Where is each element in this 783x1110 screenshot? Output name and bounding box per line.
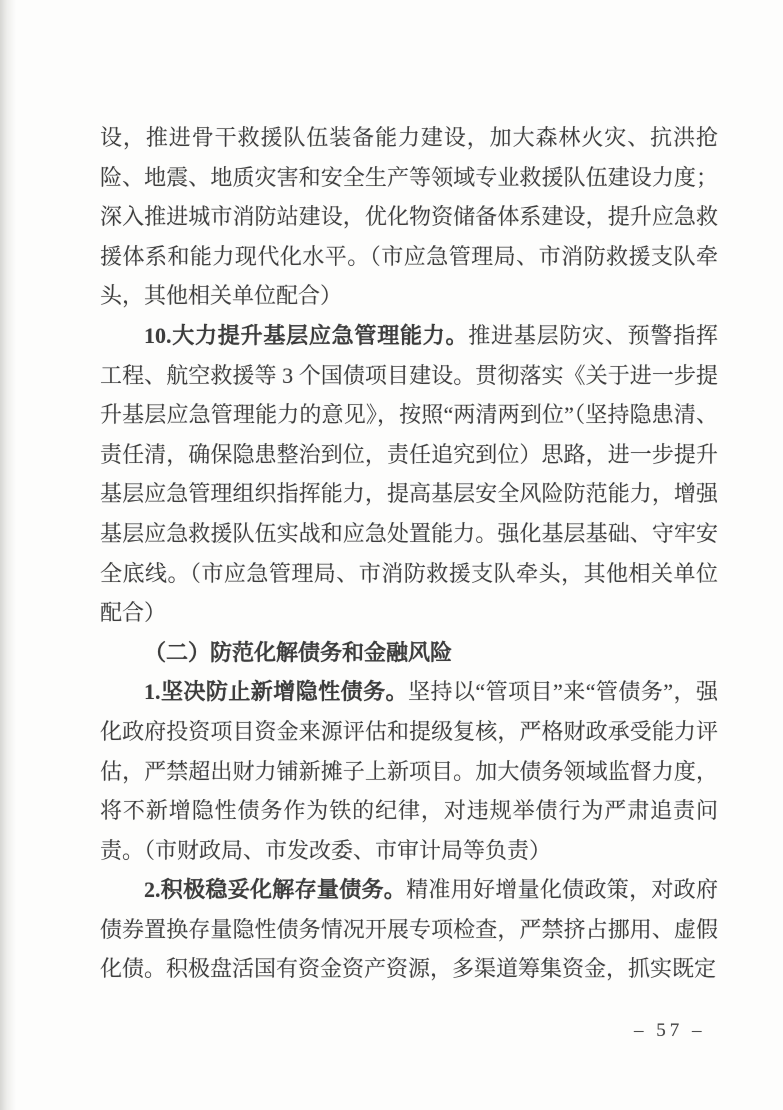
paragraph-lead: 10.大力提升基层应急管理能力。 [144,322,469,348]
paragraph-item-10 [100,316,718,633]
section-heading-text: （二）防范化解债务和金融风险 [144,639,453,665]
paragraph-text: 设，推进骨干救援队伍装备能力建设，加大森林火灾、抗洪抢险、地震、地质灾害和安全生产等领域专业救援队伍建设力度；深入推进城市消防站建设，优化物资储备体系建设，提升应急救援体系和能力现代化水平。（市应急管理局、市消防救援支队牵头，其他相关单位配合） [100,125,718,309]
scan-edge-shadow [0,0,16,1110]
paragraph-lead: 1.坚决防止新增隐性债务。 [144,679,409,705]
document-body [100,118,718,989]
paragraph-item-1 [100,672,718,870]
section-heading [100,633,718,673]
paragraph-text: 推进基层防灾、预警指挥工程、航空救援等 3 个国债项目建设。贯彻落实《关于进一步提升基层应急管理能力的意见》，按照“两清两到位”（坚持隐患清、责任清，确保隐患整治到位，责任追究到位）思路，进一步提升基层应急管理组织指挥能力，提高基层安全风险防范能力，增强基层应急救援队伍实战和应急处置能力。强化基层基础、守牢安全底线。（市应急管理局、市消防救援支队牵头，其他相关单位配合） [100,322,718,626]
page-number: – 57 – [634,1020,706,1041]
paragraph-text: 精准用好增量化债政策，对政府债券置换存量隐性债务情况开展专项检查，严禁挤占挪用、虚假化债。积极盘活国有资金资产资源，多渠道筹集资金，抓实既定 [100,877,718,982]
paragraph-lead: 2.积极稳妥化解存量债务。 [144,877,407,903]
paragraph-text: 坚持以“管项目”来“管债务”，强化政府投资项目资金来源评估和提级复核，严格财政承受能力评估，严禁超出财力铺新摊子上新项目。加大债务领域监督力度，将不新增隐性债务作为铁的纪律，对违规举债行为严肃追责问责。（市财政局、市发改委、市审计局等负责） [100,679,718,863]
paragraph-item-2 [100,870,718,989]
paragraph-continuation [100,118,718,316]
